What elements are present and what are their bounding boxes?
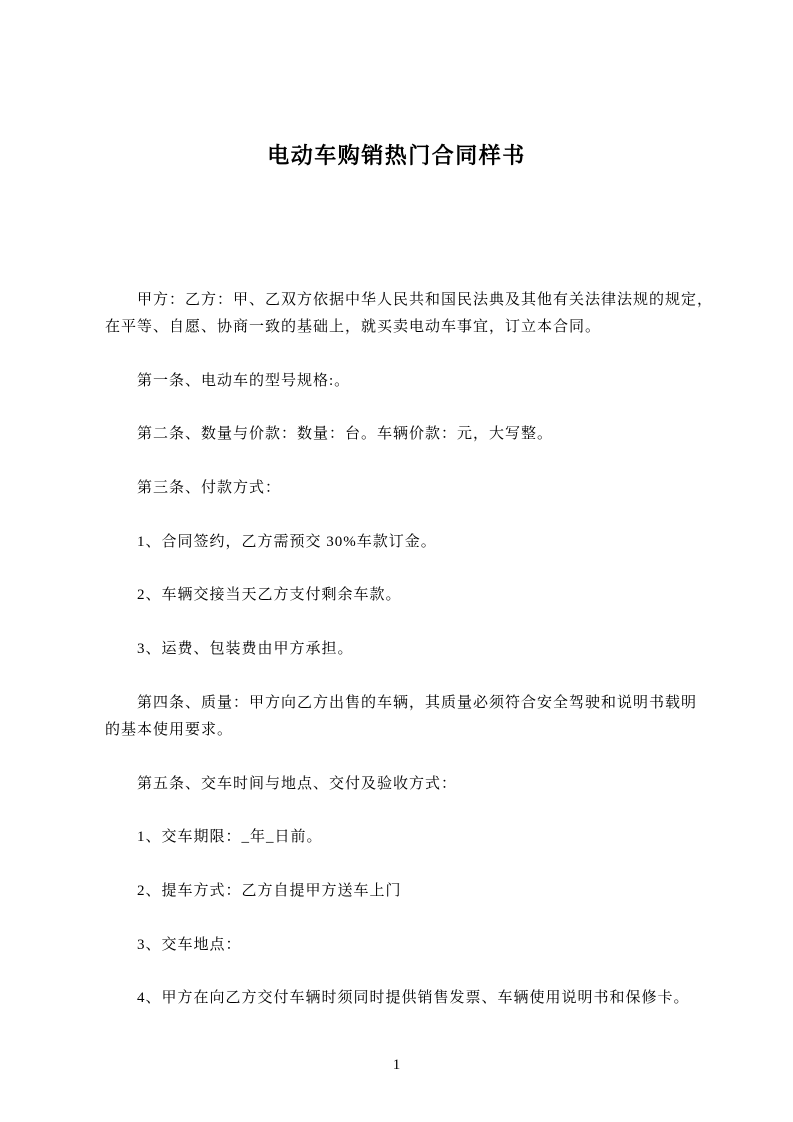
paragraph-line: 的基本使用要求。 [105, 721, 234, 738]
delivery-item-2 [105, 878, 745, 905]
article-3-payment-method [105, 475, 745, 502]
paragraph-line: 1、合同签约，乙方需预交 30%车款订金。 [137, 533, 437, 550]
paragraph-line: 第二条、数量与价款：数量：台。车辆价款：元，大写整。 [137, 426, 554, 443]
document-body [105, 287, 745, 1039]
paragraph-line: 3、交车地点： [137, 936, 242, 953]
paragraph-line: 甲方：乙方：甲、乙双方依据中华人民共和国民法典及其他有关法律法规的规定， [137, 292, 714, 308]
delivery-item-1 [105, 824, 745, 851]
paragraph-line: 在平等、自愿、协商一致的基础上，就买卖电动车事宜，订立本合同。 [105, 319, 602, 335]
payment-item-3 [105, 636, 745, 663]
paragraph-line: 第四条、质量：甲方向乙方出售的车辆，其质量必须符合安全驾驶和说明书载明 [137, 694, 698, 711]
paragraph-line: 第一条、电动车的型号规格:。 [137, 372, 351, 389]
article-1-model-spec [105, 368, 745, 395]
page-number: 1 [392, 1057, 401, 1073]
paragraph-line: 2、提车方式：乙方自提甲方送车上门 [137, 882, 402, 899]
paragraph-line: 2、车辆交接当天乙方支付剩余车款。 [137, 587, 402, 604]
paragraph-line: 第三条、付款方式： [137, 480, 282, 497]
delivery-item-4 [105, 985, 745, 1012]
paragraph-line: 第五条、交车时间与地点、交付及验收方式： [137, 775, 458, 792]
paragraph-line: 3、运费、包装费由甲方承担。 [137, 641, 354, 658]
payment-item-1 [105, 529, 745, 556]
document-title: 电动车购销热门合同样书 [267, 144, 526, 169]
paragraph-line: 4、甲方在向乙方交付车辆时须同时提供销售发票、车辆使用说明书和保修卡。 [137, 990, 690, 1007]
payment-item-2 [105, 582, 745, 609]
paragraph-line: 1、交车期限：_年_日前。 [137, 829, 323, 846]
article-2-quantity-price [105, 421, 745, 448]
delivery-item-3 [105, 932, 745, 959]
article-5-delivery [105, 771, 745, 798]
article-4-quality [105, 690, 745, 744]
preamble-paragraph [105, 287, 745, 341]
